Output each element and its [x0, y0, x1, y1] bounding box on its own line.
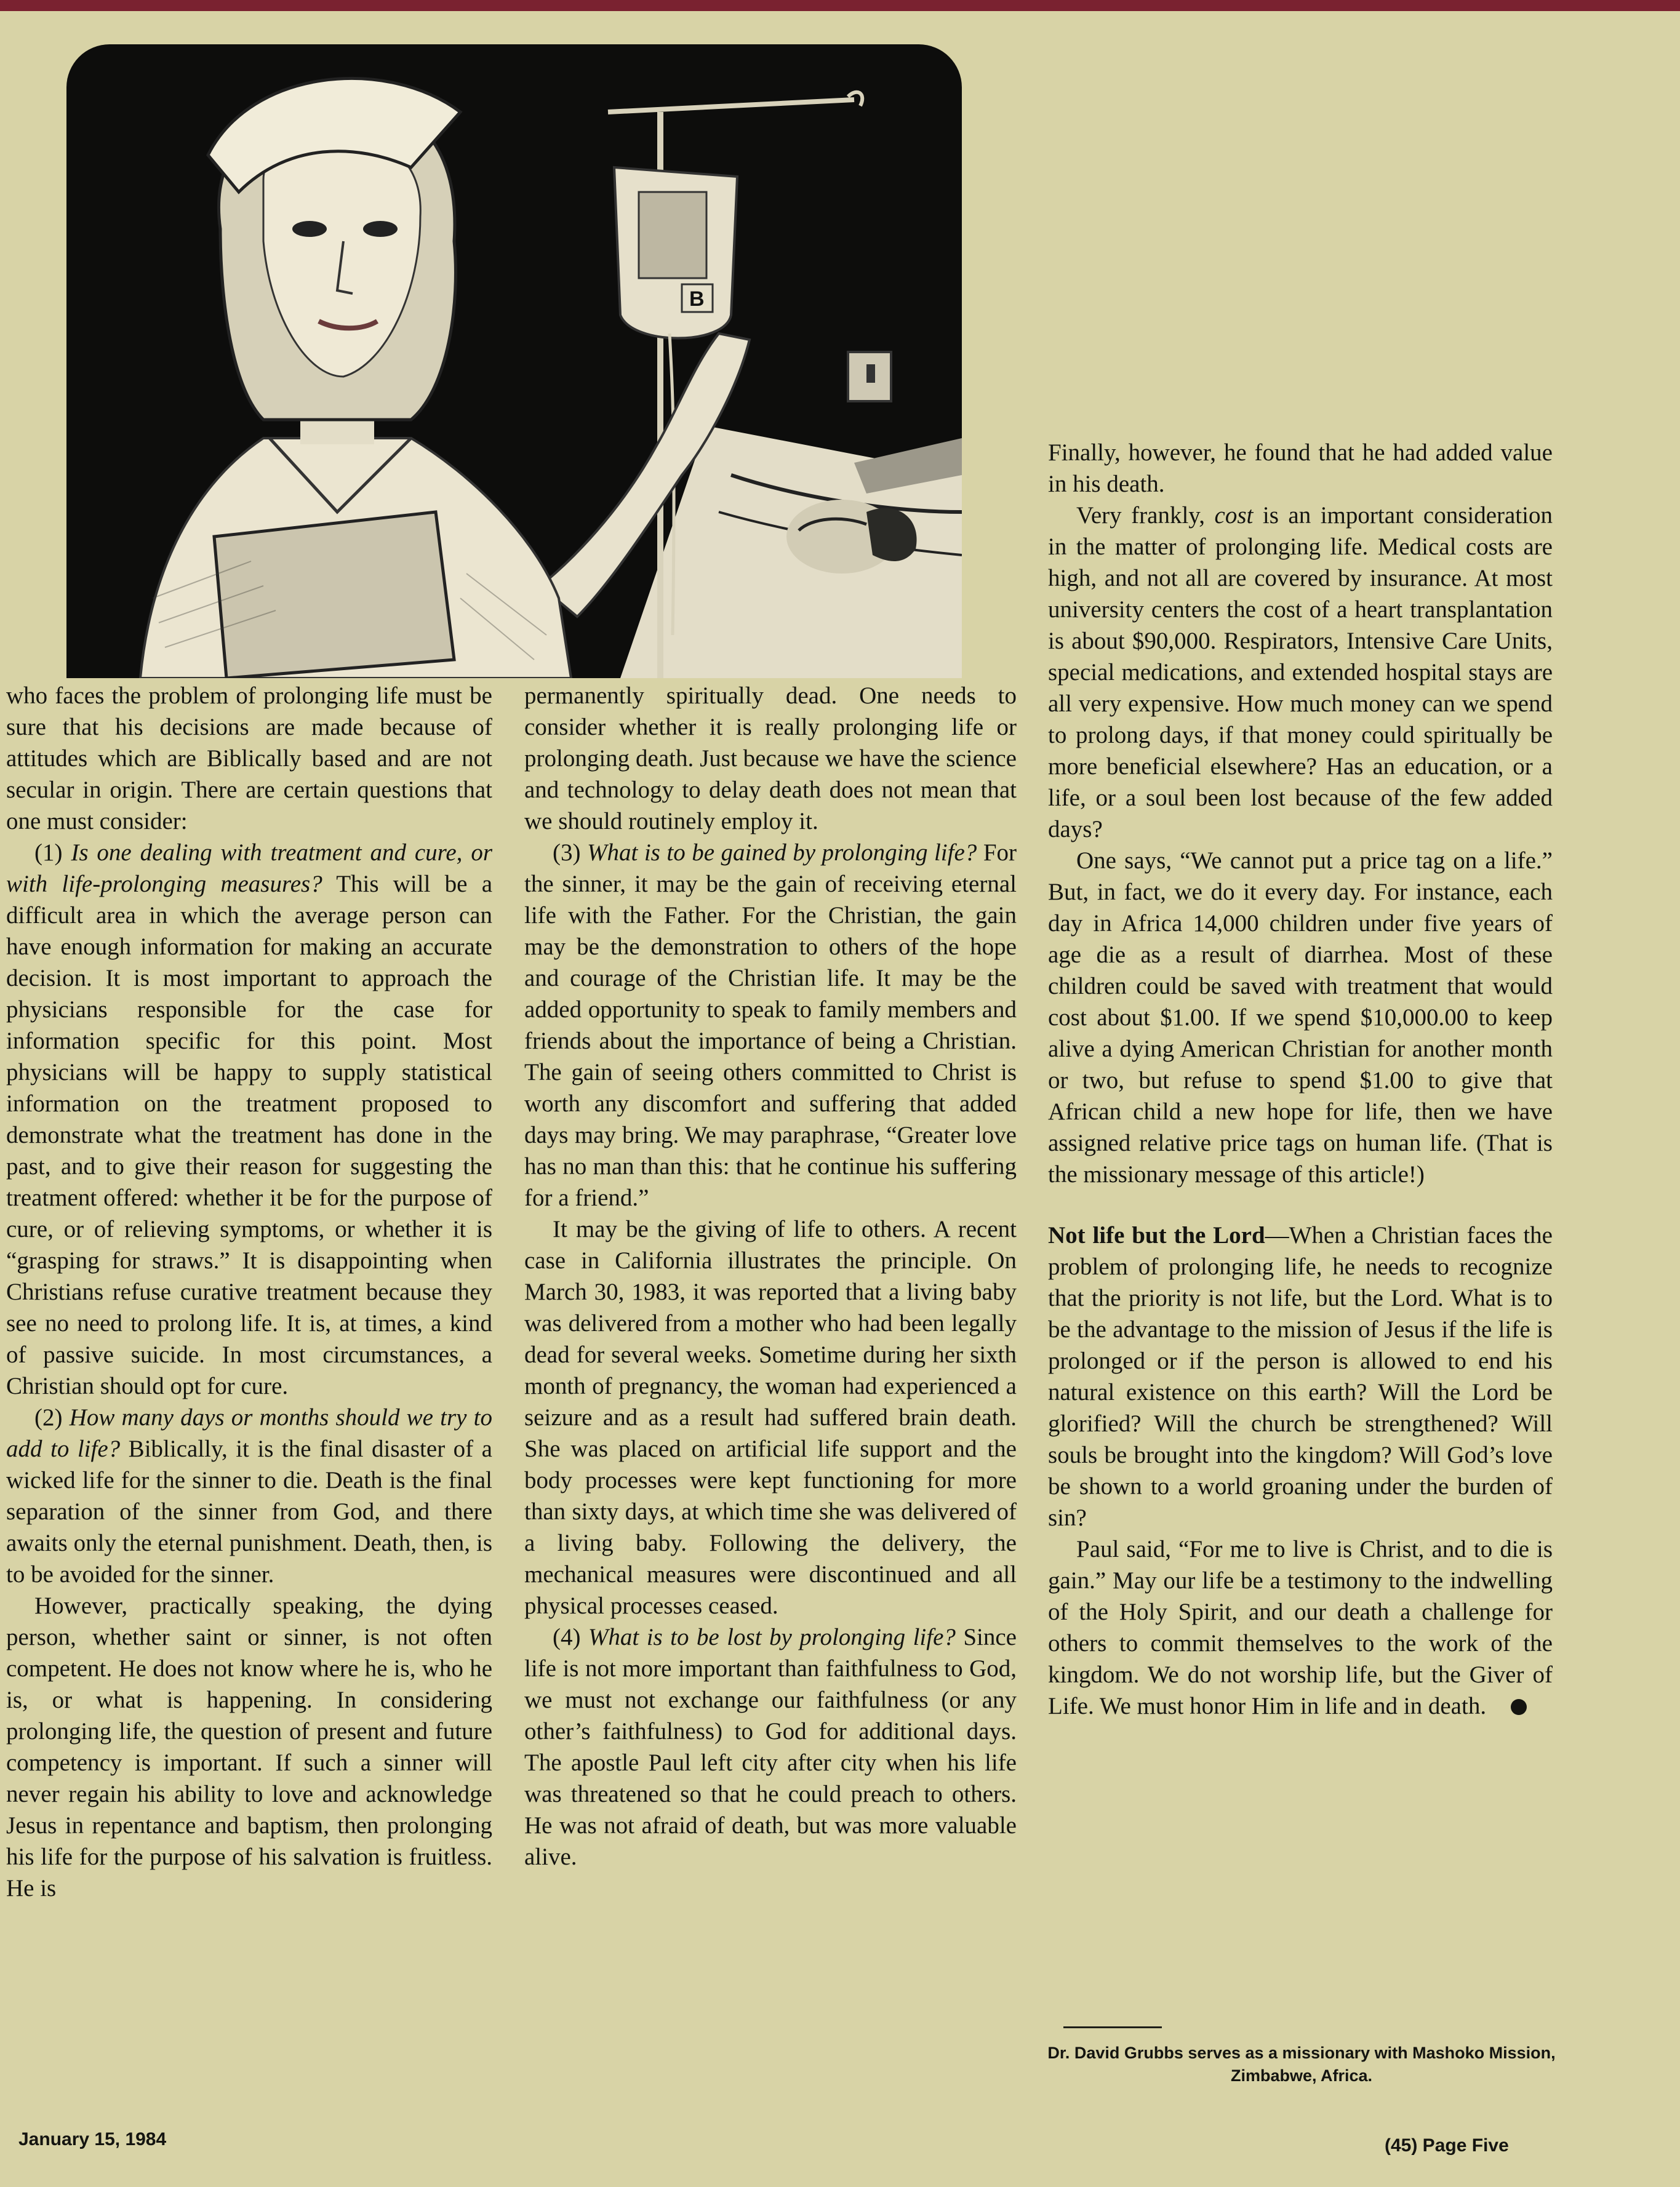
question-1: Is one dealing with treatment and cure, or with life-prolonging measures?: [6, 839, 492, 897]
question-number: (3): [553, 839, 587, 866]
nurse-illustration: [66, 44, 962, 678]
cost-pre: Very frankly,: [1076, 502, 1215, 529]
closing-text: Paul said, “For me to live is Christ, and to die is gain.” May our life be a testimony to the indwelling of the Holy Spirit, and our death a challenge for others to commit themselves to the work of the kingdom. We do not worship life, but the Giver of Life. We must honor Him in life and in death.: [1048, 1536, 1553, 1719]
question-number: (1): [34, 839, 71, 866]
article-paragraph: It may be the giving of life to others. A recent case in California illustrates the principle. On March 30, 1983, it was reported that a living baby was delivered from a mother who had been legally dead for several weeks. Sometime during her sixth month of pregnancy, the woman had experienced a seizure and as a result had suffered brain death. She was placed on artificial life support and the body processes were kept functioning for more than sixty days, at which time she was delivered of a living baby. Following the delivery, the mechanical measures were discontinued and all physical processes ceased.: [524, 1216, 1017, 1619]
question-number: (4): [553, 1624, 588, 1650]
cost-paragraph: [1048, 500, 1553, 845]
section-heading: Not life but the Lord: [1048, 1222, 1265, 1249]
question-2-text: Biblically, it is the final disaster of a wicked life for the sinner to die. Death is the final separation of the sinner from God, and there awaits only the eternal punishment. Death, then, is to be avoided for the sinner.: [6, 1436, 492, 1588]
bio-divider: [1063, 2026, 1162, 2028]
column-3: [1048, 437, 1553, 1722]
top-edge-bar: [0, 0, 1680, 11]
question-4: What is to be lost by prolonging life?: [588, 1624, 956, 1650]
question-3-paragraph: [524, 837, 1017, 1213]
lord-paragraph: [1048, 1220, 1553, 1533]
issue-date: January 15, 1984: [18, 2129, 167, 2149]
question-2: How many days or months should we try to add to life?: [6, 1404, 492, 1462]
iv-bag-label: B: [689, 287, 705, 311]
column-2: [524, 680, 1017, 1873]
nurse-iv-drawing: [66, 44, 962, 678]
question-1-paragraph: [6, 837, 492, 1402]
cost-emphasis: cost: [1214, 502, 1254, 529]
cost-text: is an important consideration in the matter of prolonging life. Medical costs are high, and not all are covered by insurance. At most university centers the cost of a heart transplantation is about $90,000. Respirators, Intensive Care Units, special medications, and extended hospital stays are all very expensive. How much money can we spend to prolong days, if that money could spiritually be more beneficial elsewhere? Has an education, or a life, or a soul been lost because of the few added days?: [1048, 502, 1553, 842]
article-paragraph: who faces the problem of prolonging life must be sure that his decisions are made because of attitudes which are Biblically based and are not secular in origin. There are certain questions that one must consider:: [6, 682, 492, 834]
article-paragraph: Finally, however, he found that he had added value in his death.: [1048, 439, 1553, 497]
end-mark-icon: [1511, 1699, 1527, 1715]
question-3-text: For the sinner, it may be the gain of receiving eternal life with the Father. For the Christian, the gain may be the demonstration to others of the hope and courage of the Christian life. It may be the added opportunity to speak to family members and friends about the importance of being a Christian. The gain of seeing others committed to Christ is worth any discomfort and suffering that added days may bring. We may paraphrase, “Greater love has no man than this: that he continue his suffering for a friend.”: [524, 839, 1017, 1211]
question-3: What is to be gained by prolonging life?: [587, 839, 977, 866]
article-paragraph: However, practically speaking, the dying person, whether saint or sinner, is not often competent. He does not know where he is, who he is, or what is happening. In considering prolonging life, the question of present and future competency is important. If such a sinner will never regain his ability to love and acknowledge Jesus in repentance and baptism, then prolonging his life for the purpose of his salvation is fruitless. He is: [6, 1593, 492, 1901]
question-1-text: This will be a difficult area in which the average person can have enough information for making an accurate decision. It is most important to approach the physicians responsible for the case for information specific for this point. Most physicians will be happy to supply statistical information on the treatment proposed to demonstrate what the treatment has done in the past, and to give their reason for suggesting the treatment offered: whether it be for the purpose of cure, or of relieving symptoms, or whether it is “grasping for straws.” It is disappointing when Christians refuse curative treatment because they see no need to prolong life. It is, at times, a kind of passive suicide. In most circumstances, a Christian should opt for cure.: [6, 871, 492, 1399]
question-number: (2): [34, 1404, 70, 1431]
article-paragraph: One says, “We cannot put a price tag on a life.” But, in fact, we do it every day. For instance, each day in Africa 14,000 children under five years of age die as a result of diarrhea. Most of these children could be saved with treatment that would cost about $1.00. If we spend $10,000.00 to keep alive a dying American Christian for another month or two, but refuse to spend $1.00 to give that African child a new hope for life, then we have assigned relative price tags on human life. (That is the missionary message of this article!): [1048, 847, 1553, 1188]
question-4-text: Since life is not more important than faithfulness to God, we must not exchange our faithfulness (or any other’s faithfulness) to God for additional days. The apostle Paul left city after city when his life was threatened so that he could preach to others. He was not afraid of death, but was more valuable alive.: [524, 1624, 1017, 1870]
author-bio: Dr. David Grubbs serves as a missionary with Mashoko Mission, Zimbabwe, Africa.: [1047, 2044, 1556, 2085]
question-2-paragraph: [6, 1402, 492, 1590]
article-paragraph: permanently spiritually dead. One needs to consider whether it is really prolonging life or prolonging death. Just because we have the science and technology to delay death does not mean that we should routinely employ it.: [524, 682, 1017, 834]
page-number: (45) Page Five: [1385, 2135, 1509, 2156]
question-4-paragraph: [524, 1621, 1017, 1873]
lord-text: —When a Christian faces the problem of prolonging life, he needs to recognize that the priority is not life, but the Lord. What is to be the advantage to the mission of Jesus if the life is prolonged or if the person is allowed to end his natural existence on this earth? Will the Lord be glorified? Will the church be strengthened? Will souls be brought into the kingdom? Will God’s love be shown to a world groaning under the burden of sin?: [1048, 1222, 1553, 1531]
column-1: [6, 680, 492, 1904]
closing-paragraph: [1048, 1533, 1553, 1722]
